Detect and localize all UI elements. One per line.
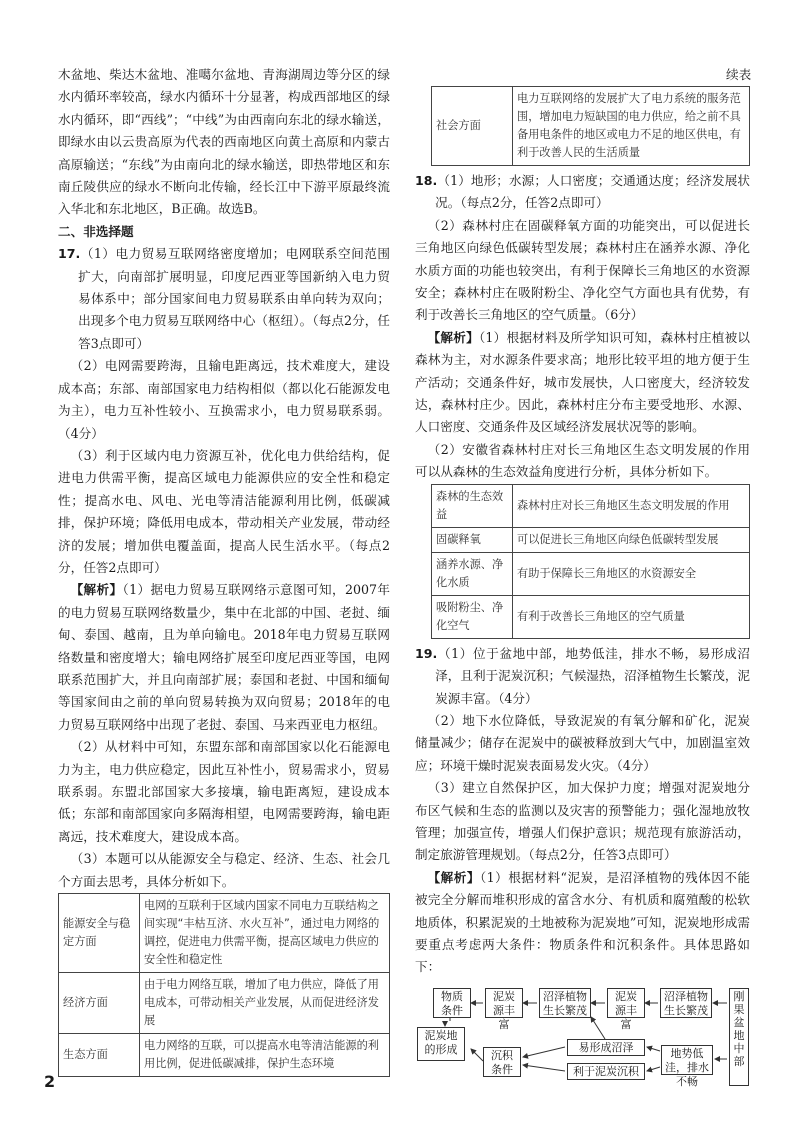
box-low-terrain: 地势低洼，排水不畅 [661, 1045, 713, 1075]
q18-answer-1-text: （1）地形；水源；人口密度；交通通达度；经济发展状况。（每点2分，任答2点即可） [435, 173, 750, 211]
continued-label: 续表 [726, 67, 752, 82]
q18-analysis-1-text: （1）根据材料及所学知识可知，森林村庄植被以森林为主，对水源条件要求高；地形比较平坦的地方便于生产活动；交通条件好，城市发展快，人口密度大，经济较发达，森林村庄少。因此，森林村庄分布主要受地形、水源、人口密度、交通条件及区域经济发展状况等的影响。 [415, 329, 750, 435]
box-peat-source-2: 泥炭源丰富 [607, 988, 645, 1018]
table-key: 固碳释氧 [432, 527, 513, 552]
table-key: 涵养水源、净化水质 [432, 552, 513, 595]
table-row [432, 552, 750, 595]
table-header-row [432, 484, 750, 527]
q17-answer-2: （2）电网需要跨海，且输电距离远，技术难度大，建设成本高；东部、南部国家电力结构相似（都以化石能源发电为主），电力互补性较小、互换需求小，电力贸易联系弱。（4分） [58, 358, 390, 441]
box-peatland-formation: 泥炭地的形成 [417, 1027, 465, 1061]
q18-answer-1 [415, 170, 750, 215]
q17-analysis-1-text: （1）据电力贸易互联网络示意图可知，2007年的电力贸易互联网络数量少，集中在北部的中国、老挝、缅甸、泰国、越南，且为单向输电。2018年电力贸易互联网络数量和密度增大；输电网络扩展至印度尼西亚等国，电网联系范围扩大，并且向南部扩展；泰国和老挝、中国和缅甸等国家间由之前的单向贸易转换为双向贸易；2018年的电力贸易互联网络中出现了老挝、泰国、马来西亚电力枢纽。 [58, 582, 391, 732]
left-column [58, 64, 390, 1077]
table-value: 由于电力网络互联，增加了电力供应，降低了用电成本，可带动相关产业发展，从而促进经济发展 [140, 973, 390, 1034]
table-row [59, 973, 390, 1034]
table-value: 有利于改善长三角地区的空气质量 [513, 595, 750, 638]
table-row [59, 894, 390, 973]
q17-analysis-3: （3）本题可以从能源安全与稳定、经济、生态、社会几个方面去思考，具体分析如下。 [58, 851, 390, 889]
arrow-terrain-to-deposit [647, 1067, 660, 1071]
table-value: 森林村庄对长三角地区生态文明发展的作用 [513, 484, 750, 527]
box-material-condition-visible: 物质条件 [433, 988, 471, 1018]
q17-analysis-table-continued [431, 86, 750, 166]
q17-answer-1-text: （1）电力贸易互联网络密度增加；电网联系空间范围扩大，向南部扩展明显，印度尼西亚等国新纳入电力贸易体系中；部分国家间电力贸易联系由单向转为双向；出现多个电力贸易互联网络中心（枢纽）。（每点2分，任答3点即可） [78, 246, 390, 351]
table-key: 经济方面 [59, 973, 140, 1034]
arrow-swamp-to-plants1 [591, 1017, 605, 1039]
box-easy-swamp: 易形成沼泽 [567, 1039, 645, 1056]
analysis-label: 【解析】 [70, 582, 123, 598]
q19-analysis-1-text: （1）根据材料“泥炭，是沼泽植物的残体因不能被完全分解而堆积形成的富含水分、有机质和腐殖酸的松软地质体，积累泥炭的土地被称为泥炭地”可知，泥炭地形成需要重点考虑两大条件：物质条件和沉积条件。具体思路如下： [415, 869, 750, 975]
table-key: 森林的生态效益 [432, 484, 513, 527]
peatland-flow-diagram [415, 983, 750, 1093]
q18-number: 18. [415, 173, 438, 188]
analysis-label: 【解析】 [427, 869, 480, 885]
table-row [432, 87, 750, 166]
q18-answer-2: （2）森林村庄在固碳释氧方面的功能突出，可以促进长三角地区向绿色低碳转型发展；森林村庄在涵养水源、净化水质方面的功能也较突出，有利于保障长三角地区的水资源安全；森林村庄在吸附粉尘、净化空气方面也具有优势，有利于改善长三角地区的空气质量。（6分） [415, 217, 750, 323]
q17-analysis-2: （2）从材料中可知，东盟东部和南部国家以化石能源电力为主，电力供应稳定，因此互补性小，贸易需求小，贸易联系弱。东盟北部国家大多接壤，输电距离短，建设成本低；东部和南部国家向多隔海相望，电网需要跨海，输电距离远，技术难度大，建设成本高。 [58, 739, 390, 844]
box-sediment-condition: 沉积条件 [483, 1047, 521, 1077]
box-congo-basin-center: 刚果盆地中部 [729, 988, 749, 1086]
q19-analysis-1 [415, 867, 750, 979]
table-key: 吸附粉尘、净化空气 [432, 595, 513, 638]
box-peat-deposit: 利于泥炭沉积 [567, 1063, 645, 1080]
table-key: 能源安全与稳定方面 [59, 894, 140, 973]
table-value: 可以促进长三角地区向绿色低碳转型发展 [513, 527, 750, 552]
q19-answer-1 [415, 643, 750, 710]
box-swamp-plants-2: 沼泽植物生长繁茂 [660, 988, 712, 1018]
section-title: 二、非选择题 [58, 223, 134, 239]
q18-analysis-1 [415, 327, 750, 439]
arrow-swamp-to-sediment [523, 1047, 565, 1057]
table-row [59, 1034, 390, 1077]
table-value: 电力网络的互联，可以提高水电等清洁能源的利用比例，促进低碳减排，保护生态环境 [140, 1034, 390, 1077]
arrow-terrain-to-swamp [647, 1047, 660, 1051]
analysis-label: 【解析】 [427, 329, 479, 345]
table-key: 社会方面 [432, 87, 513, 166]
table-value: 有助于保障长三角地区的水资源安全 [513, 552, 750, 595]
q16-analysis-tail: 木盆地、柴达木盆地、准噶尔盆地、青海湖周边等分区的绿水内循环率较高，绿水内循环十分显著，构成西部地区的绿水内循环，即“西线”；“中线”为由西南向东北的绿水输送，即绿水由以云贵高原为代表的西南地区向黄土高原和内蒙古高原输送；“东线”为由南向北的绿水输送，即热带地区和东南丘陵供应的绿水不断向北传输，经长江中下游平原最终流入华北和东北地区，B正确。故选B。 [58, 67, 390, 217]
table-row [432, 595, 750, 638]
table-row [432, 527, 750, 552]
right-column [415, 86, 750, 1093]
page-number: 2 [44, 1072, 56, 1091]
arrow-deposit-to-sediment [523, 1065, 565, 1071]
table-key: 生态方面 [59, 1034, 140, 1077]
box-swamp-plants: 沼泽植物生长繁茂 [539, 988, 591, 1018]
q17-number: 17. [58, 246, 81, 262]
q19-number: 19. [415, 645, 438, 661]
q17-analysis-1 [58, 579, 390, 736]
q17-answer-1 [58, 243, 390, 355]
q19-answer-3: （3）建立自然保护区，加大保护力度；增强对泥炭地分布区气候和生态的监测以及灾害的预警能力；强化湿地放牧管理；加强宣传，增强人们保护意识；规范现有旅游活动，制定旅游管理规划。（每点2分，任答3点即可） [415, 780, 750, 863]
q17-analysis-table [58, 893, 390, 1077]
q19-answer-1-text: （1）位于盆地中部，地势低洼，排水不畅，易形成沼泽，且利于泥炭沉积；气候湿热，沼泽植物生长繁茂，泥炭源丰富。（4分） [435, 645, 750, 706]
box-peat-source: 泥炭源丰富 [485, 988, 523, 1018]
q19-answer-2: （2）地下水位降低，导致泥炭的有氧分解和矿化，泥炭储量减少；储存在泥炭中的碳被释放到大气中，加剧温室效应；环境干燥时泥炭表面易发火灾。（4分） [415, 712, 750, 773]
arrow-sediment-to-formation [471, 1049, 483, 1061]
q18-analysis-table [431, 484, 750, 639]
table-value: 电网的互联利于区域内国家不同电力互联结构之间实现“丰枯互济、水火互补”，通过电力网络的调控，促进电力供需平衡，提高区域电力供应的安全性和稳定性 [140, 894, 390, 973]
table-value: 电力互联网络的发展扩大了电力系统的服务范围，增加电力短缺国的电力供应，给之前不具备用电条件的地区或电力不足的地区供电，有利于改善人民的生活质量 [513, 87, 750, 166]
q18-analysis-2: （2）安徽省森林村庄对长三角地区生态文明发展的作用可以从森林的生态效益角度进行分析，具体分析如下。 [415, 441, 750, 480]
q17-answer-3: （3）利于区域内电力资源互补，优化电力供给结构，促进电力供需平衡，提高区域电力能源供应的安全性和稳定性；提高水电、风电、光电等清洁能源利用比例，低碳减排，保护环境；降低用电成本，带动相关产业发展，带动经济的发展；增加供电覆盖面，提高人民生活水平。（每点2分，任答2点即可） [58, 447, 390, 575]
